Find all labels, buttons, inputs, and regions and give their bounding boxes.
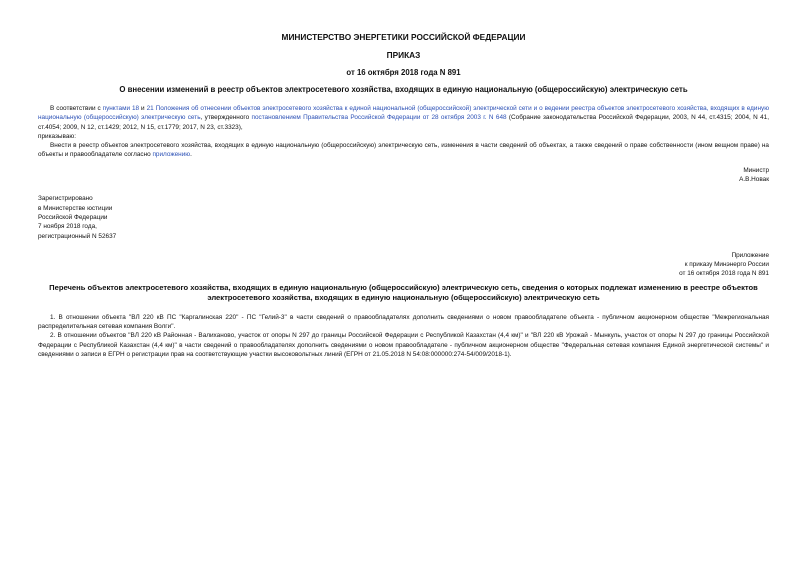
order-text: Внести в реестр объектов электросетевого хозяйства, входящих в единую национальную (общероссийскую) электрическую сеть, изменения в части сведений об объектах, а также сведений о праве собственности (ином вещном праве) на объекты и правообладателе согласно (38, 142, 769, 159)
registration-line: Зарегистрировано (38, 195, 93, 203)
appendix-item: 1. В отношении объекта "ВЛ 220 кВ ПС "Каргалинская 220" - ПС "Гелий-3" в части сведений о правообладателях дополнить сведениями о новом правообладателе объекта - публичном акционерном обществе "Межрегиональная распределительная сетевая компания Волги". (38, 313, 769, 331)
appendix-line: к приказу Минэнерго России (684, 261, 769, 269)
preamble-paragraph (38, 104, 769, 132)
registration-line: в Министерстве юстиции (38, 204, 113, 212)
doc-date-number: от 16 октября 2018 года N 891 (346, 68, 461, 77)
appendix-line: Приложение (731, 251, 769, 259)
link-government-decree[interactable]: постановлением Правительства Российской Федерации от 28 октября 2003 г. N 648 (251, 114, 507, 122)
order-paragraph (38, 141, 769, 160)
preamble-text-1: В соответствии с (50, 105, 103, 112)
doc-title: О внесении изменений в реестр объектов электросетевого хозяйства, входящих в единую национальную (общероссийскую) электрическую сеть (119, 85, 688, 94)
registration-line: регистрационный N 52637 (38, 232, 117, 240)
order-text-end: . (190, 151, 192, 159)
doc-type-heading: ПРИКАЗ (386, 50, 421, 60)
order-word: приказываю: (38, 132, 76, 140)
signature-name: А.В.Новак (739, 176, 769, 184)
link-paragraph-18[interactable]: пунктами 18 (102, 105, 140, 112)
appendix-line: от 16 октября 2018 года N 891 (679, 270, 769, 278)
document-page (38, 32, 769, 359)
registration-line: 7 ноября 2018 года, (38, 223, 97, 231)
preamble-text-2: и (139, 105, 147, 112)
appendix-item: 2. В отношении объектов "ВЛ 220 кВ Районная - Валиханово, участок от опоры N 297 до границы Российской Федерации с Республикой Казахстан (4,4 км)" и "ВЛ 220 кВ Урожай - Мынкуль, участок от опоры N 297 до границы Российской Федерации с Республикой Казахстан (4,4 км)" в части сведений о правообладателях дополнить сведениями о новом правообладателе - публичном акционерном обществе "Федеральная сетевая компания Единой энергетической системы" и сведениями о записи в ЕГРН о регистрации прав на соответствующие участки высоковольтных линий (ЕГРН от 21.05.2018 N 54:08:000000:274-54/009/2018-1). (38, 332, 769, 358)
signature-position: Министр (743, 166, 769, 174)
preamble-text-4: (Собрание законодательства Российской Федерации, 2003, N 44, ст.4315; 2004, N 41, ст.4054; 2009, N 12, ст.1429; 2012, N 15, ст.1779; 2017, N 23, ст.3323), (38, 114, 770, 131)
signature-block (38, 166, 769, 185)
preamble-text-3: , утвержденного (200, 114, 252, 122)
appendix-title: Перечень объектов электросетевого хозяйства, входящих в единую национальную (общероссийскую) электрическую сеть, сведения о которых подлежат изменению в реестре объектов электросетевого хозяйства, входящих в единую национальную (общероссийскую) электрическую сеть (49, 282, 758, 303)
registration-block (38, 194, 769, 240)
ministry-heading: МИНИСТЕРСТВО ЭНЕРГЕТИКИ РОССИЙСКОЙ ФЕДЕРАЦИИ (281, 32, 526, 42)
appendix-header (38, 251, 769, 279)
link-regulation[interactable]: 21 Положения об отнесении объектов электросетевого хозяйства к единой национальной (общероссийской) электрической сети и о ведении реестра объектов электросетевого хозяйства, входящих в единую национальную (общероссийскую) электрическую сеть (38, 105, 770, 122)
link-appendix[interactable]: приложению (152, 151, 191, 159)
registration-line: Российской Федерации (38, 213, 108, 221)
